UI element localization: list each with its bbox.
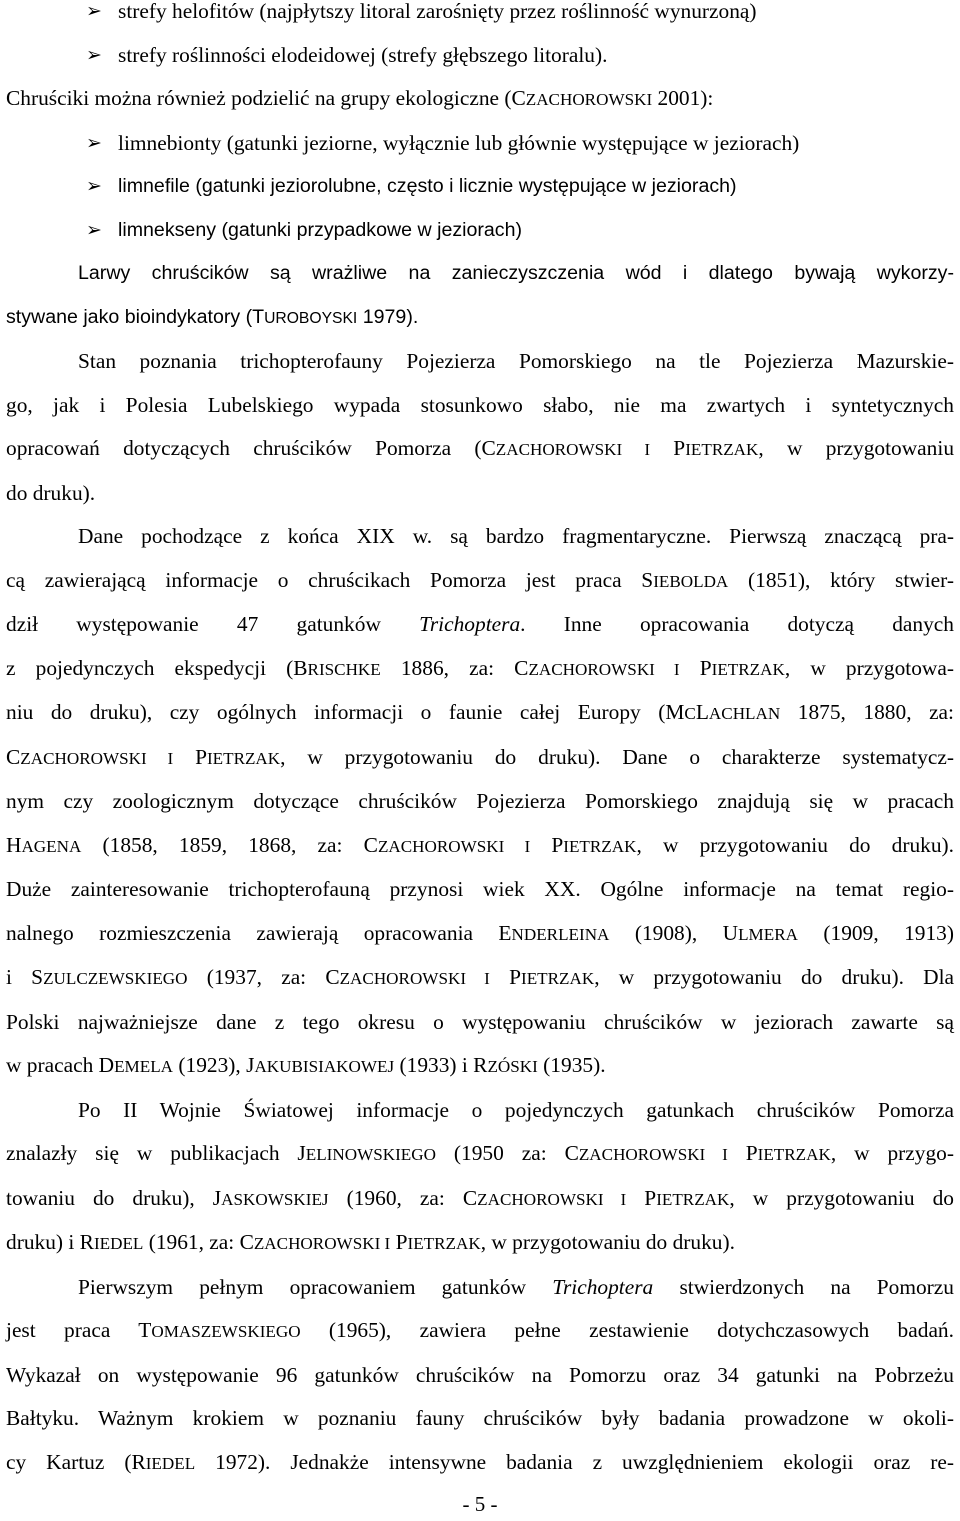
- text-segment: , w przygotowa-: [784, 655, 954, 680]
- author-smallcaps: ZACHOROWSKI I: [20, 748, 174, 768]
- page-number: - 5 -: [462, 1492, 498, 1516]
- text-segment: (1960, za: C: [328, 1185, 478, 1210]
- text-segment: w pracach D: [6, 1053, 115, 1077]
- text-segment: L: [695, 700, 709, 724]
- author-smallcaps: IETRZAK: [757, 1145, 831, 1164]
- text-segment: z pojedynczych ekspedycji (B: [6, 655, 308, 680]
- text-segment: , w przygotowaniu do druku).: [480, 1230, 735, 1254]
- text-segment: Pierwszym pełnym opracowaniem gatunków: [78, 1274, 553, 1299]
- text-segment: znalazły się w publikacjach J: [6, 1141, 306, 1165]
- text-segment: jest praca T: [6, 1318, 152, 1342]
- text-line: [6, 824, 954, 869]
- text-line: [6, 1266, 954, 1310]
- author-smallcaps: IETRZAK: [521, 969, 595, 988]
- text-line: Larwy chruścików są wrażliwe na zanieczyszczenia wód i dlatego bywają wykorzy-: [78, 262, 954, 284]
- text-line: [6, 1309, 954, 1354]
- author-smallcaps: ZACHOROWSKI I: [495, 440, 651, 459]
- text-line: [6, 647, 954, 692]
- author-smallcaps: AKUBISIAKOWEJ: [254, 1057, 395, 1076]
- author-smallcaps: ZACHOROWSKI I: [253, 1234, 391, 1253]
- text-segment: , w przygotowaniu do: [729, 1185, 955, 1210]
- text-segment: niu do druku), czy ogólnych informacji o faunie całej Europy (M: [6, 700, 685, 724]
- paragraph-postwar: [6, 1089, 954, 1266]
- text-line: Dane pochodzące z końca XIX w. są bardzo fragmentaryczne. Pierwszą znaczącą pra-: [78, 524, 954, 548]
- author-smallcaps: ACHLAN: [708, 704, 781, 723]
- text-segment: H: [6, 832, 22, 857]
- list-item: [6, 165, 954, 209]
- arrowhead-bullet-icon: ➢: [86, 175, 102, 197]
- list-item-text: strefy roślinności elodeidowej (strefy głębszego litoralu).: [118, 42, 608, 67]
- author-smallcaps: ZACHOROWSKI I: [578, 1145, 728, 1164]
- text-line: [6, 1044, 954, 1089]
- text-segment: , w przygotowaniu do druku). Dane o charakterze systematycz-: [280, 744, 954, 769]
- author-smallcaps: IETRZAK: [407, 1234, 481, 1253]
- text-segment: i S: [6, 965, 44, 989]
- text-segment: (1961, za: C: [143, 1230, 254, 1254]
- text-line: go, jak i Polesia Lubelskiego wypada stosunkowo słabo, nie ma zwartych i syntetycznych: [6, 392, 954, 417]
- author-smallcaps: RISCHKE: [307, 659, 381, 679]
- text-segment: opracowań dotyczących chruścików Pomorza (C: [6, 436, 496, 460]
- text-segment: nalnego rozmieszczenia zawierają opracowania E: [6, 920, 512, 945]
- text-segment: cą zawierającą informacje o chruścikach Pomorza jest praca S: [6, 567, 654, 592]
- text-segment: C: [6, 744, 21, 769]
- author-smallcaps: ZACHOROWSKI: [525, 90, 653, 109]
- list-item: [6, 209, 954, 253]
- text-line: [6, 603, 954, 647]
- list-item-text: limnekseny (gatunki przypadkowe w jeziorach): [118, 218, 523, 241]
- author-smallcaps: UROBOYSKI: [264, 309, 358, 327]
- text-segment: . Inne opracowania dotyczą danych: [520, 612, 954, 636]
- text-segment: P: [727, 1141, 758, 1165]
- text-line: Wykazał on występowanie 96 gatunków chruścików na Pomorzu oraz 34 gatunki na Pobrzeżu: [6, 1362, 954, 1387]
- text-line: [6, 1132, 954, 1177]
- text-segment: (1950 za: C: [435, 1141, 579, 1165]
- text-line: [6, 1177, 954, 1222]
- author-smallcaps: ELINOWSKIEGO: [305, 1145, 436, 1164]
- text-segment: (1908), U: [609, 920, 739, 945]
- author-smallcaps: NDERLEINA: [511, 924, 610, 944]
- author-smallcaps: IEBOLDA: [653, 571, 729, 591]
- text-segment: P: [489, 965, 521, 989]
- arrowhead-bullet-icon: ➢: [86, 218, 102, 241]
- text-segment: 1886, za: C: [380, 655, 529, 680]
- author-smallcaps: IETRZAK: [711, 659, 785, 679]
- text-line: [6, 956, 954, 1001]
- author-smallcaps: ZULCZEWSKIEGO: [43, 969, 188, 988]
- author-smallcaps: ZACHOROWSKI I: [477, 1189, 627, 1209]
- text-segment: P: [530, 832, 564, 857]
- author-smallcaps: ZÓSKI: [487, 1057, 538, 1076]
- author-smallcaps: LMERA: [738, 924, 798, 944]
- text-segment: , w przygotowaniu do druku).: [636, 832, 955, 857]
- text-line: [6, 296, 954, 341]
- author-smallcaps: ASKOWSKIEJ: [221, 1189, 329, 1209]
- author-smallcaps: IETRZAK: [563, 836, 637, 856]
- taxon-italic: Trichoptera: [419, 612, 521, 636]
- author-smallcaps: OMASZEWSKIEGO: [151, 1322, 301, 1341]
- arrowhead-bullet-icon: ➢: [86, 43, 102, 66]
- text-line: do druku).: [6, 480, 96, 505]
- text-segment: druku) i R: [6, 1230, 94, 1254]
- author-smallcaps: ZACHOROWSKI I: [377, 836, 531, 856]
- text-segment: , w przygotowaniu: [758, 436, 955, 460]
- text-segment: Chruściki można również podzielić na grupy ekologiczne (C: [6, 86, 526, 110]
- text-segment: (1935).: [537, 1053, 606, 1077]
- text-segment: (1909, 1913): [797, 920, 954, 945]
- text-segment: , w przygo-: [830, 1141, 954, 1165]
- text-segment: stwierdzonych na Pomorzu: [653, 1274, 954, 1299]
- author-smallcaps: AGENA: [21, 836, 82, 856]
- text-segment: 1979).: [357, 305, 419, 328]
- author-smallcaps: IETRZAK: [206, 748, 281, 768]
- list-item-text: strefy helofitów (najpłytszy litoral zarośnięty przez roślinność wynurzoną): [118, 0, 757, 23]
- intro-line: [6, 77, 954, 122]
- text-line: [6, 427, 954, 472]
- text-segment: (1965), zawiera pełne zestawienie dotychczasowych badań.: [300, 1318, 954, 1342]
- author-smallcaps: IETRZAK: [656, 1189, 730, 1209]
- text-segment: 1972). Jednakże intensywne badania z uwzględnieniem ekologii oraz re-: [195, 1449, 954, 1474]
- text-segment: dził występowanie 47 gatunków: [6, 612, 420, 636]
- text-line: nym czy zoologicznym dotyczące chruścików Pojezierza Pomorskiego znajdują się w pracach: [6, 789, 954, 813]
- text-line: Bałtyku. Ważnym krokiem w poznaniu fauny chruścików były badania prowadzone w okoli-: [6, 1406, 954, 1430]
- paragraph-state: [6, 340, 954, 515]
- text-line: Polski najważniejsze dane z tego okresu o występowaniu chruścików w jeziorach zawarte są: [6, 1009, 954, 1034]
- author-smallcaps: ZACHOROWSKI I: [528, 659, 680, 679]
- list-item: [6, 0, 954, 34]
- text-segment: 1875, 1880, za:: [780, 700, 954, 724]
- list-item-text: limnefile (gatunki jeziorolubne, często i licznie występujące w jeziorach): [118, 175, 737, 197]
- text-segment: P: [679, 655, 712, 680]
- text-segment: (1851), który stwier-: [728, 567, 954, 592]
- author-smallcaps: EMELA: [114, 1057, 174, 1076]
- author-smallcaps: IETRZAK: [685, 440, 759, 459]
- list-item-text: limnebionty (gatunki jeziorne, wyłącznie lub głównie występujące w jeziorach): [118, 130, 800, 155]
- text-segment: (1937, za: C: [187, 965, 340, 989]
- text-line: Stan poznania trichopterofauny Pojezierza Pomorskiego na tle Pojezierza Mazurskie-: [78, 349, 954, 373]
- text-line: [6, 1221, 954, 1266]
- paragraph-first-study: [6, 1266, 954, 1486]
- text-segment: (1923), J: [173, 1053, 255, 1077]
- text-line: [6, 1441, 954, 1486]
- list-item: [6, 122, 954, 166]
- text-segment: cy Kartuz (R: [6, 1449, 146, 1474]
- text-line: Duże zainteresowanie trichopterofauną przynosi wiek XX. Ogólne informacje na temat regio-: [6, 877, 954, 901]
- text-segment: (1858, 1859, 1868, za: C: [81, 832, 378, 857]
- text-line: [6, 912, 954, 957]
- text-segment: stywane jako bioindykatory (T: [6, 305, 265, 328]
- text-segment: , w przygotowaniu do druku). Dla: [594, 965, 955, 989]
- text-segment: P: [173, 744, 207, 769]
- arrowhead-bullet-icon: ➢: [86, 131, 102, 154]
- author-smallcaps: C: [684, 704, 696, 723]
- paragraph-data: [6, 515, 954, 1089]
- list-item: [6, 34, 954, 78]
- text-line: Po II Wojnie Światowej informacje o pojedynczych gatunkach chruścików Pomorza: [78, 1097, 954, 1122]
- text-line: [6, 691, 954, 736]
- text-segment: (1933) i R: [394, 1053, 488, 1077]
- arrowhead-bullet-icon: ➢: [86, 0, 102, 22]
- text-line: [6, 559, 954, 604]
- author-smallcaps: IEDEL: [93, 1234, 144, 1253]
- text-segment: towaniu do druku), J: [6, 1185, 222, 1210]
- author-smallcaps: IEDEL: [145, 1453, 196, 1473]
- text-segment: 2001):: [652, 86, 714, 110]
- text-line: [6, 736, 954, 781]
- paragraph-larvae: [6, 252, 954, 340]
- text-segment: P: [650, 436, 686, 460]
- text-segment: P: [626, 1185, 657, 1210]
- author-smallcaps: ZACHOROWSKI I: [339, 969, 490, 988]
- text-segment: P: [390, 1230, 408, 1254]
- taxon-italic: Trichoptera: [552, 1274, 654, 1299]
